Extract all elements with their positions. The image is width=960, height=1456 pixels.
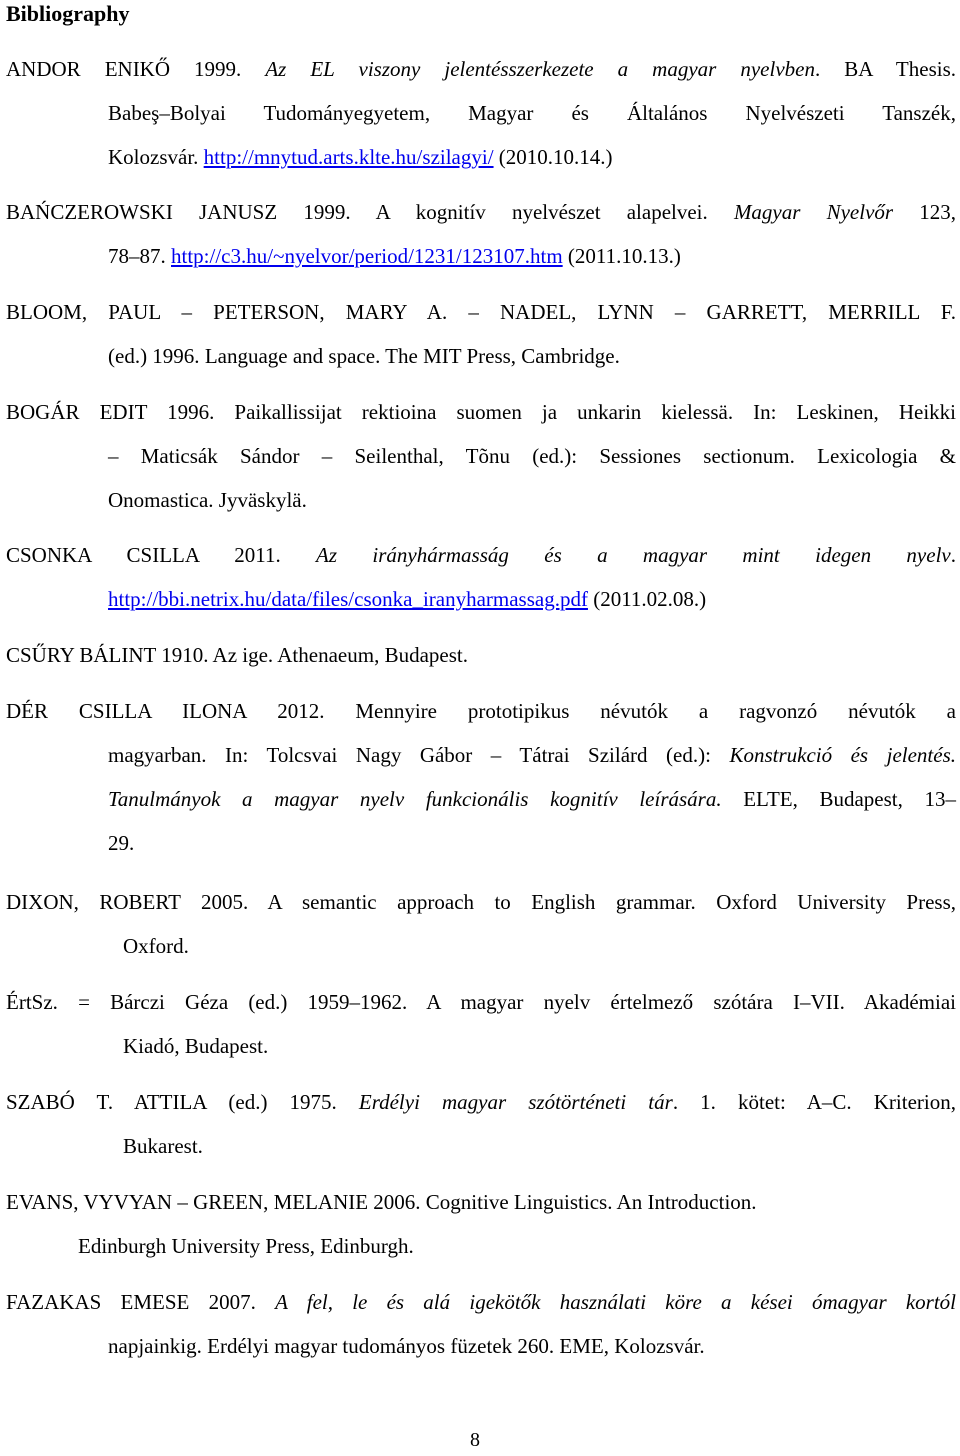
reference-text: Onomastica. Jyväskylä. bbox=[108, 488, 307, 512]
entry-line bbox=[108, 829, 956, 857]
entry-line bbox=[6, 1088, 956, 1116]
entry-line bbox=[6, 1188, 908, 1216]
reference-text: magyarban. In: Tolcsvai Nagy Gábor – Tátrai Szilárd (ed.): bbox=[108, 743, 730, 767]
entry-line bbox=[108, 242, 956, 270]
entry-line bbox=[108, 442, 956, 470]
italic-title-text: Konstrukció és jelentés. bbox=[729, 743, 956, 767]
italic-title-text: Az irányhármasság és a magyar mint idegen nyelv bbox=[316, 543, 951, 567]
reference-text: ANDOR ENIKŐ 1999. bbox=[6, 57, 266, 81]
entry-line bbox=[6, 398, 956, 426]
reference-text: BLOOM, PAUL – PETERSON, MARY A. – NADEL, LYNN – GARRETT, MERRILL F. bbox=[6, 300, 956, 324]
entry-line bbox=[6, 541, 956, 569]
reference-text: ÉrtSz. = Bárczi Géza (ed.) 1959–1962. A magyar nyelv értelmező szótára I–VII. Akadémiai bbox=[6, 990, 956, 1014]
entry-line bbox=[6, 888, 956, 916]
italic-title-text: Az EL viszony jelentésszerkezete a magyar nyelvben bbox=[265, 57, 815, 81]
reference-text: ELTE, Budapest, 13– bbox=[721, 787, 956, 811]
entry-line bbox=[108, 585, 956, 613]
entry-line bbox=[123, 932, 956, 960]
entry-line bbox=[6, 641, 956, 669]
reference-link[interactable]: http://mnytud.arts.klte.hu/szilagyi/ bbox=[203, 145, 494, 169]
italic-title-text: Magyar Nyelvőr bbox=[733, 200, 894, 224]
entry-line bbox=[108, 741, 956, 769]
reference-text: . 1. kötet: A–C. Kriterion, bbox=[672, 1090, 956, 1114]
reference-text: 78–87. bbox=[108, 244, 171, 268]
reference-text: 29. bbox=[108, 831, 135, 855]
reference-text: Babeş–Bolyai Tudományegyetem, Magyar és Általános Nyelvészeti Tanszék, bbox=[108, 101, 956, 125]
reference-text: . bbox=[950, 543, 956, 567]
reference-text: Kiadó, Budapest. bbox=[123, 1034, 269, 1058]
entry-line bbox=[108, 785, 956, 813]
entry-line bbox=[78, 1232, 908, 1260]
entry-line bbox=[6, 697, 956, 725]
italic-title-text: A fel, le és alá igekötők használati köre a kései ómagyar kortól bbox=[275, 1290, 957, 1314]
entry-line bbox=[123, 1132, 956, 1160]
reference-text: . BA Thesis. bbox=[814, 57, 956, 81]
reference-text: DIXON, ROBERT 2005. A semantic approach to English grammar. Oxford University Press, bbox=[6, 890, 956, 914]
entry-line bbox=[6, 55, 956, 83]
reference-text: (2011.10.13.) bbox=[562, 244, 681, 268]
entry-line bbox=[6, 198, 956, 226]
entry-line bbox=[108, 1332, 956, 1360]
reference-text: napjainkig bbox=[108, 1334, 197, 1358]
reference-link[interactable]: http://bbi.netrix.hu/data/files/csonka_iranyharmassag.pdf bbox=[108, 587, 588, 611]
reference-text: EVANS, VYVYAN – GREEN, MELANIE 2006. Cognitive Linguistics. An Introduction. bbox=[6, 1190, 757, 1214]
reference-text: . Erdélyi magyar tudományos füzetek 260. EME, Kolozsvár. bbox=[196, 1334, 705, 1358]
reference-text: – Maticsák Sándor – Seilenthal, Tõnu (ed.): Sessiones sectionum. Lexicologia & bbox=[108, 444, 956, 468]
reference-text: Edinburgh University Press, Edinburgh. bbox=[78, 1234, 414, 1258]
reference-text: (2010.10.14.) bbox=[493, 145, 613, 169]
entry-line bbox=[6, 298, 956, 326]
reference-text: (2011.02.08.) bbox=[587, 587, 707, 611]
reference-text: DÉR CSILLA ILONA 2012. Mennyire prototipikus névutók a ragvonzó névutók a bbox=[6, 699, 956, 723]
reference-text: CSONKA CSILLA 2011. bbox=[6, 543, 317, 567]
entry-line bbox=[108, 99, 956, 127]
reference-text: BAŃCZEROWSKI JANUSZ 1999. A kognitív nyelvészet alapelvei. bbox=[6, 200, 734, 224]
entry-line bbox=[6, 988, 956, 1016]
reference-text: CSŰRY BÁLINT 1910. Az ige. Athenaeum, Budapest. bbox=[6, 643, 468, 667]
page-number: 8 bbox=[470, 1429, 480, 1451]
italic-title-text: Tanulmányok a magyar nyelv funkcionális kognitív leírására. bbox=[108, 787, 722, 811]
reference-text: (ed.) 1996. bbox=[108, 344, 205, 368]
reference-text: Kolozsvár. bbox=[108, 145, 204, 169]
italic-title-text: Erdélyi magyar szótörténeti tár bbox=[358, 1090, 673, 1114]
reference-text: SZABÓ T. ATTILA (ed.) 1975. bbox=[6, 1090, 359, 1114]
reference-link[interactable]: http://c3.hu/~nyelvor/period/1231/123107.htm bbox=[171, 244, 563, 268]
reference-text: 123, bbox=[893, 200, 956, 224]
reference-text: Oxford. bbox=[123, 934, 189, 958]
entry-line bbox=[108, 486, 956, 514]
reference-text: Bukarest. bbox=[123, 1134, 203, 1158]
entry-line bbox=[123, 1032, 956, 1060]
bibliography-heading: Bibliography bbox=[6, 1, 130, 26]
reference-text: BOGÁR EDIT 1996. Paikallissijat rektioina suomen ja unkarin kielessä. In: Leskinen, Heikki bbox=[6, 400, 956, 424]
reference-text: FAZAKAS EMESE 2007. bbox=[6, 1290, 276, 1314]
entry-line bbox=[6, 1288, 956, 1316]
entry-line bbox=[108, 342, 956, 370]
reference-text: . The MIT Press, Cambridge. bbox=[375, 344, 620, 368]
reference-text: Language and space bbox=[204, 344, 376, 368]
entry-line bbox=[108, 143, 956, 171]
